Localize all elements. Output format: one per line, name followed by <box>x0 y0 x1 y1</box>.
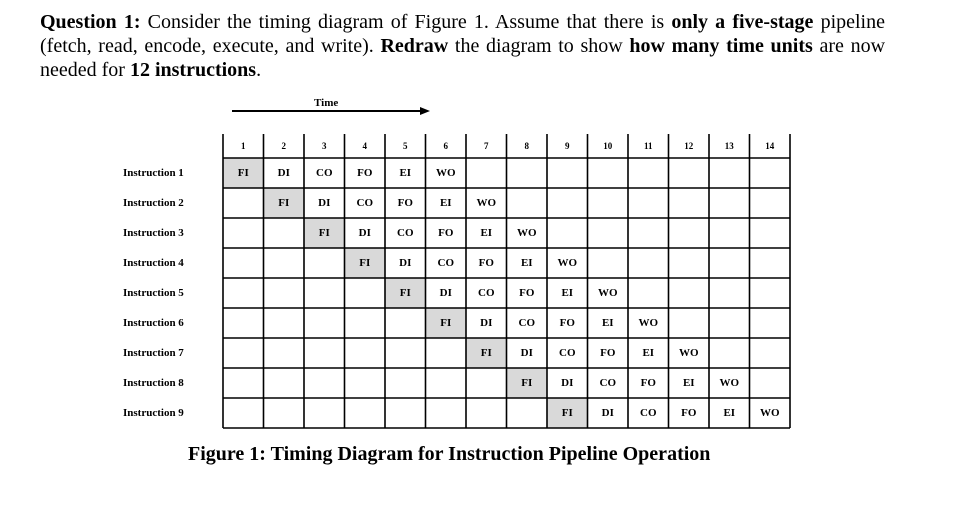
instruction-label: Instruction 9 <box>123 407 184 419</box>
instruction-label: Instruction 6 <box>123 317 184 329</box>
instruction-label: Instruction 8 <box>123 377 184 389</box>
question-text-3: the diagram to show <box>448 35 630 57</box>
stage-cell-ei: EI <box>561 287 574 299</box>
stage-cell-di: DI <box>520 347 533 359</box>
stage-cell-fi: FI <box>521 377 533 389</box>
stage-cell-di: DI <box>601 407 614 419</box>
time-unit-header: 7 <box>484 141 489 151</box>
stage-cell-ei: EI <box>399 167 412 179</box>
stage-cell-fi: FI <box>278 197 290 209</box>
instruction-label: Instruction 5 <box>123 287 184 299</box>
stage-cell-di: DI <box>358 227 371 239</box>
stage-cell-wo: WO <box>516 227 537 239</box>
time-unit-header: 8 <box>524 141 529 151</box>
time-unit-header: 6 <box>443 141 448 151</box>
instruction-label: Instruction 3 <box>123 227 184 239</box>
stage-cell-di: DI <box>439 287 452 299</box>
figure-caption: Figure 1: Timing Diagram for Instruction Pipeline Operation <box>188 443 711 465</box>
stage-cell-wo: WO <box>435 167 456 179</box>
stage-cell-ei: EI <box>439 197 452 209</box>
question-text-5: . <box>256 59 262 81</box>
time-unit-header: 4 <box>362 141 367 151</box>
stage-cell-co: CO <box>559 347 576 359</box>
instruction-label: Instruction 1 <box>123 167 184 179</box>
stage-cell-ei: EI <box>601 317 614 329</box>
stage-cell-wo: WO <box>476 197 497 209</box>
stage-cell-ei: EI <box>723 407 736 419</box>
stage-cell-wo: WO <box>759 407 780 419</box>
stage-cell-wo: WO <box>597 287 618 299</box>
time-unit-header: 10 <box>603 141 613 151</box>
stage-cell-fi: FI <box>359 257 371 269</box>
stage-cell-fi: FI <box>561 407 573 419</box>
question-text-4: are now needed for <box>40 35 886 81</box>
question-emphasis-3: how many time units <box>629 35 813 57</box>
instruction-label: Instruction 2 <box>123 197 184 209</box>
question-emphasis-1: only a five-stage <box>671 11 814 33</box>
stage-cell-di: DI <box>561 377 574 389</box>
stage-cell-fi: FI <box>480 347 492 359</box>
stage-cell-co: CO <box>518 317 535 329</box>
time-axis-label: Time <box>314 97 339 109</box>
stage-cell-di: DI <box>480 317 493 329</box>
stage-cell-fo: FO <box>478 257 494 269</box>
stage-cell-fo: FO <box>519 287 535 299</box>
stage-cell-fi: FI <box>318 227 330 239</box>
stage-cell-co: CO <box>437 257 454 269</box>
time-unit-header: 5 <box>403 141 408 151</box>
question-emphasis-4: 12 instructions <box>129 59 257 81</box>
time-unit-header: 12 <box>684 141 694 151</box>
question-emphasis-2: Redraw <box>380 35 449 57</box>
stage-cell-fo: FO <box>600 347 616 359</box>
stage-cell-wo: WO <box>678 347 699 359</box>
instruction-label: Instruction 7 <box>123 347 184 359</box>
stage-cell-co: CO <box>478 287 495 299</box>
question-label: Question 1: <box>40 11 141 33</box>
time-unit-header: 11 <box>643 141 653 151</box>
question-text-2: pipeline (fetch, read, encode, execute, and write). <box>40 11 885 57</box>
stage-cell-ei: EI <box>642 347 655 359</box>
stage-cell-di: DI <box>277 167 290 179</box>
stage-cell-fo: FO <box>640 377 656 389</box>
stage-cell-ei: EI <box>520 257 533 269</box>
stage-cell-di: DI <box>318 197 331 209</box>
instruction-label: Instruction 4 <box>123 257 184 269</box>
stage-cell-co: CO <box>316 167 333 179</box>
stage-cell-fi: FI <box>237 167 249 179</box>
stage-cell-co: CO <box>599 377 616 389</box>
stage-cell-wo: WO <box>638 317 659 329</box>
stage-cell-fo: FO <box>681 407 697 419</box>
stage-cell-fo: FO <box>357 167 373 179</box>
time-unit-header: 1 <box>241 141 246 151</box>
stage-cell-ei: EI <box>682 377 695 389</box>
stage-cell-fo: FO <box>397 197 413 209</box>
stage-cell-fi: FI <box>399 287 411 299</box>
stage-cell-fo: FO <box>559 317 575 329</box>
time-unit-header: 13 <box>724 141 734 151</box>
time-unit-header: 14 <box>765 141 775 151</box>
stage-cell-fi: FI <box>440 317 452 329</box>
stage-cell-fo: FO <box>438 227 454 239</box>
stage-cell-di: DI <box>399 257 412 269</box>
stage-cell-ei: EI <box>480 227 493 239</box>
time-unit-header: 3 <box>322 141 327 151</box>
stage-cell-co: CO <box>356 197 373 209</box>
stage-cell-co: CO <box>397 227 414 239</box>
question-text-1: Consider the timing diagram of Figure 1. Assume that there is <box>140 11 672 33</box>
stage-cell-co: CO <box>640 407 657 419</box>
time-unit-header: 2 <box>281 141 286 151</box>
time-unit-header: 9 <box>565 141 570 151</box>
stage-cell-wo: WO <box>719 377 740 389</box>
stage-cell-wo: WO <box>557 257 578 269</box>
